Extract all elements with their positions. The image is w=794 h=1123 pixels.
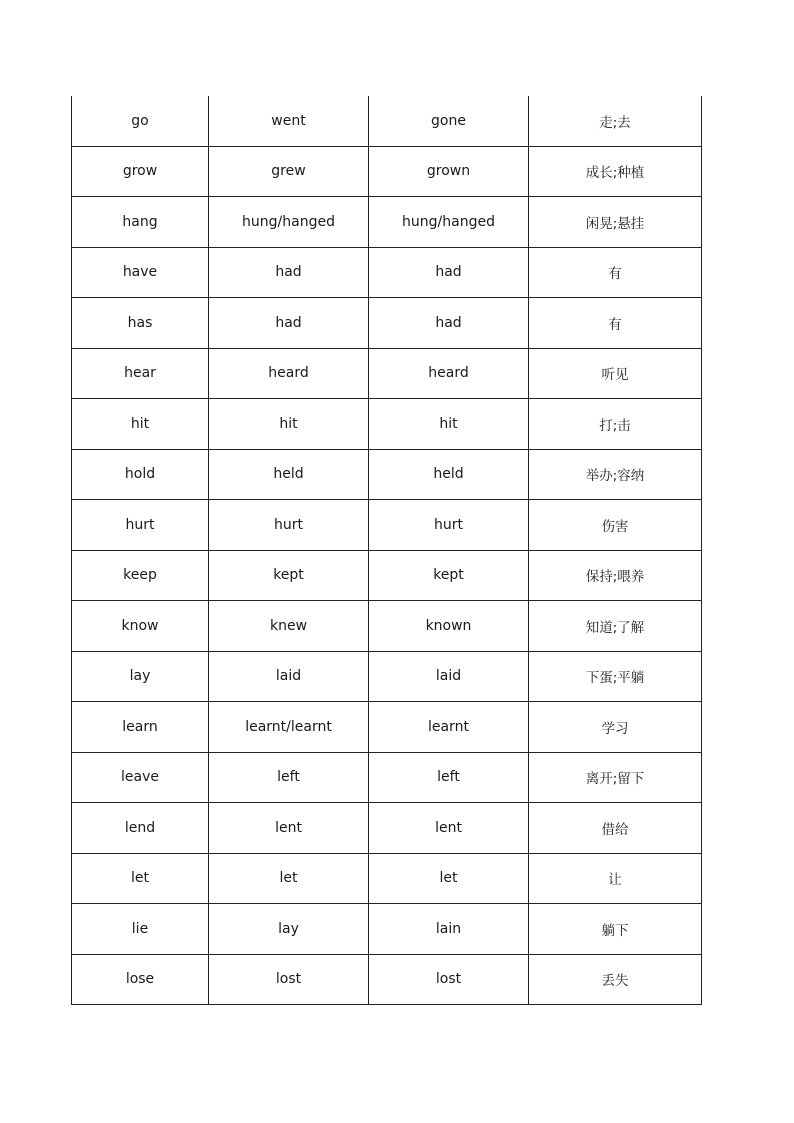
meaning-cell: 走;去 <box>529 96 702 146</box>
base-form-cell: keep <box>72 550 209 601</box>
past-tense-cell: left <box>209 752 369 803</box>
past-tense-cell: hurt <box>209 500 369 551</box>
table-row <box>72 197 702 248</box>
base-form-cell: lend <box>72 803 209 854</box>
past-participle-cell: kept <box>369 550 529 601</box>
past-tense-cell: went <box>209 96 369 146</box>
base-form-cell: go <box>72 96 209 146</box>
base-form-cell: has <box>72 298 209 349</box>
past-tense-cell: lost <box>209 954 369 1005</box>
past-tense-cell: hit <box>209 399 369 450</box>
table-row <box>72 298 702 349</box>
table-row <box>72 601 702 652</box>
meaning-cell: 举办;容纳 <box>529 449 702 500</box>
past-tense-cell: hung/hanged <box>209 197 369 248</box>
past-tense-cell: learnt/learnt <box>209 702 369 753</box>
past-participle-cell: hurt <box>369 500 529 551</box>
meaning-cell: 下蛋;平躺 <box>529 651 702 702</box>
table-row <box>72 247 702 298</box>
table-row <box>72 550 702 601</box>
past-tense-cell: lent <box>209 803 369 854</box>
meaning-cell: 闲晃;悬挂 <box>529 197 702 248</box>
meaning-cell: 打;击 <box>529 399 702 450</box>
past-tense-cell: kept <box>209 550 369 601</box>
past-participle-cell: known <box>369 601 529 652</box>
base-form-cell: grow <box>72 146 209 197</box>
table-row <box>72 803 702 854</box>
past-participle-cell: let <box>369 853 529 904</box>
meaning-cell: 知道;了解 <box>529 601 702 652</box>
past-tense-cell: had <box>209 298 369 349</box>
past-tense-cell: lay <box>209 904 369 955</box>
past-participle-cell: learnt <box>369 702 529 753</box>
verb-table-body <box>72 96 702 1005</box>
table-row <box>72 449 702 500</box>
meaning-cell: 有 <box>529 298 702 349</box>
base-form-cell: let <box>72 853 209 904</box>
meaning-cell: 躺下 <box>529 904 702 955</box>
past-participle-cell: lent <box>369 803 529 854</box>
base-form-cell: know <box>72 601 209 652</box>
meaning-cell: 伤害 <box>529 500 702 551</box>
past-participle-cell: lost <box>369 954 529 1005</box>
table-row <box>72 348 702 399</box>
meaning-cell: 学习 <box>529 702 702 753</box>
base-form-cell: have <box>72 247 209 298</box>
table-row <box>72 853 702 904</box>
past-participle-cell: gone <box>369 96 529 146</box>
irregular-verb-table <box>71 96 702 1005</box>
base-form-cell: leave <box>72 752 209 803</box>
table-row <box>72 399 702 450</box>
base-form-cell: learn <box>72 702 209 753</box>
base-form-cell: lie <box>72 904 209 955</box>
base-form-cell: lay <box>72 651 209 702</box>
table-row <box>72 651 702 702</box>
past-participle-cell: held <box>369 449 529 500</box>
meaning-cell: 有 <box>529 247 702 298</box>
past-tense-cell: laid <box>209 651 369 702</box>
table-row <box>72 702 702 753</box>
past-tense-cell: knew <box>209 601 369 652</box>
past-participle-cell: grown <box>369 146 529 197</box>
past-participle-cell: lain <box>369 904 529 955</box>
past-participle-cell: left <box>369 752 529 803</box>
meaning-cell: 借给 <box>529 803 702 854</box>
base-form-cell: hold <box>72 449 209 500</box>
past-participle-cell: had <box>369 298 529 349</box>
past-tense-cell: heard <box>209 348 369 399</box>
table-row <box>72 954 702 1005</box>
table-row <box>72 752 702 803</box>
past-tense-cell: grew <box>209 146 369 197</box>
table-row <box>72 904 702 955</box>
meaning-cell: 听见 <box>529 348 702 399</box>
past-tense-cell: let <box>209 853 369 904</box>
past-tense-cell: had <box>209 247 369 298</box>
table-row <box>72 500 702 551</box>
past-participle-cell: laid <box>369 651 529 702</box>
base-form-cell: lose <box>72 954 209 1005</box>
table-row <box>72 146 702 197</box>
base-form-cell: hang <box>72 197 209 248</box>
meaning-cell: 成长;种植 <box>529 146 702 197</box>
meaning-cell: 保持;喂养 <box>529 550 702 601</box>
base-form-cell: hurt <box>72 500 209 551</box>
meaning-cell: 丢失 <box>529 954 702 1005</box>
base-form-cell: hit <box>72 399 209 450</box>
past-participle-cell: hit <box>369 399 529 450</box>
table-row <box>72 96 702 146</box>
meaning-cell: 离开;留下 <box>529 752 702 803</box>
past-participle-cell: heard <box>369 348 529 399</box>
past-tense-cell: held <box>209 449 369 500</box>
past-participle-cell: hung/hanged <box>369 197 529 248</box>
past-participle-cell: had <box>369 247 529 298</box>
meaning-cell: 让 <box>529 853 702 904</box>
base-form-cell: hear <box>72 348 209 399</box>
